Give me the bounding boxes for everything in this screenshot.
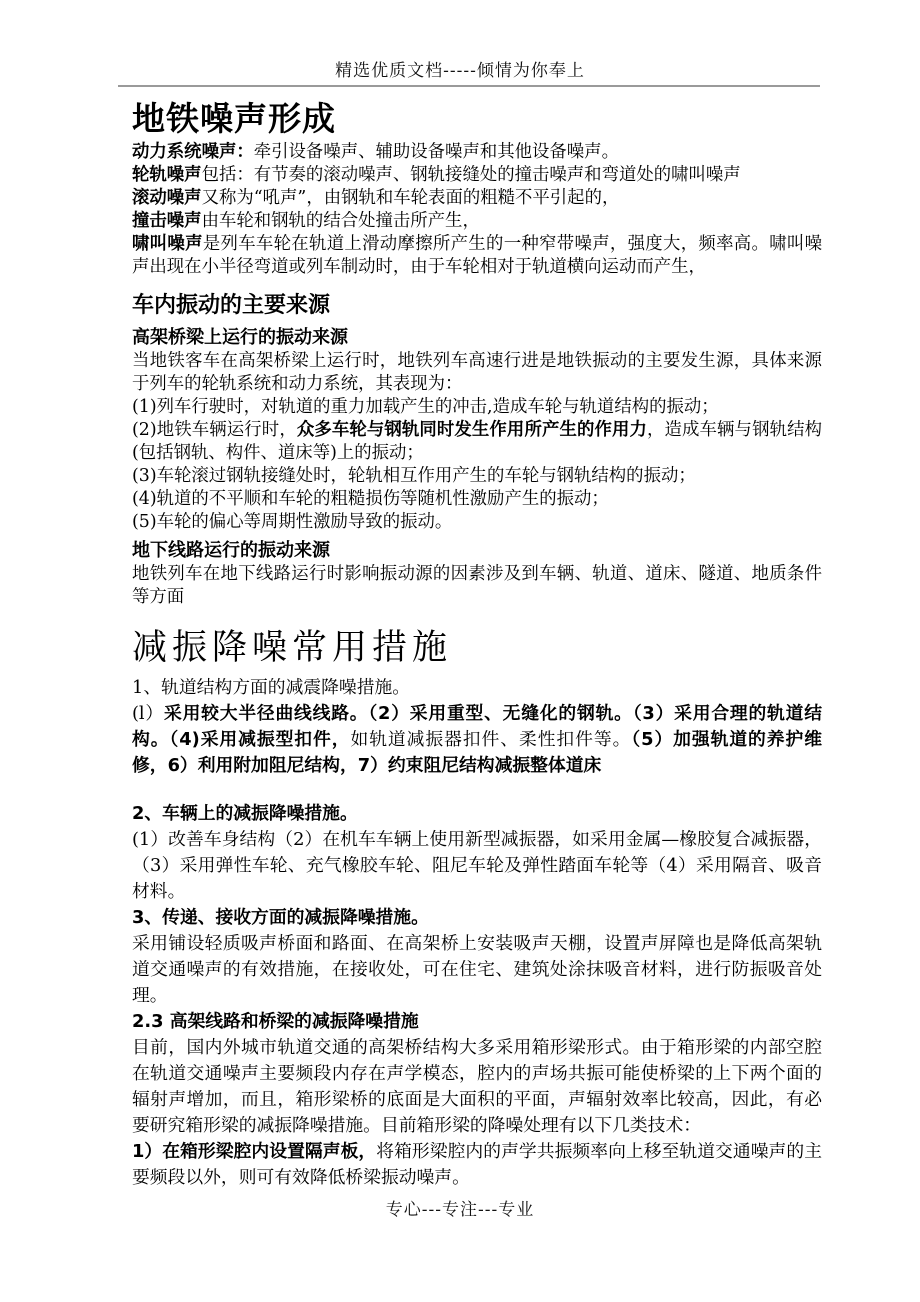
- text-run: (3)车轮滚过钢轨接缝处时，轮轨相互作用产生的车轮与钢轨结构的振动；: [132, 466, 696, 486]
- paragraph: [132, 931, 822, 1009]
- blank-line: [132, 779, 822, 801]
- paragraph: [132, 210, 822, 233]
- paragraph: [132, 350, 822, 396]
- bold-text-run: 1）在箱形梁腔内设置隔声板，: [132, 1141, 377, 1162]
- paragraph: [132, 465, 822, 488]
- paragraph: [132, 905, 822, 931]
- bold-text-run: 撞击噪声: [132, 211, 202, 231]
- bold-text-run: 2.3 高架线路和桥梁的减振降噪措施: [132, 1011, 419, 1032]
- bold-text-run: 3、传递、接收方面的减振降噪措施。: [132, 907, 429, 928]
- text-run: 由车轮和钢轨的结合处撞击所产生，: [201, 211, 480, 231]
- paragraph: [132, 141, 822, 164]
- bold-text-run: 高架桥梁上运行的振动来源: [132, 327, 348, 348]
- subheading-viaduct-vibration: [132, 325, 822, 350]
- page-header: [0, 0, 920, 87]
- doc-title-noise-formation: [132, 97, 822, 141]
- text-run: 采用铺设轻质吸声桥面和路面、在高架桥上安装吸声天棚，设置声屏障也是降低高架轨道交通噪声的有效措施，在接收处，可在住宅、建筑处涂抹吸音材料，进行防振吸音处理。: [132, 933, 822, 1006]
- bold-text-run: 地铁噪声形成: [132, 99, 336, 138]
- bold-text-run: 2、车辆上的减振降噪措施。: [132, 803, 358, 824]
- bold-text-run: （5）加强轨道的养护维修，6）利用附加阻尼结构，7）约束阻尼结构减振整体道床: [132, 729, 822, 776]
- bold-text-run: 采用较大半径曲线线路。（2）采用重型、无缝化的钢轨。（3）采用合理的轨道结构。（4)采用减振型扣件，: [132, 703, 822, 750]
- paragraph: [132, 164, 822, 187]
- bold-text-run: 车内振动的主要来源: [132, 293, 331, 318]
- text-run: 目前，国内外城市轨道交通的高架桥结构大多采用箱形梁形式。由于箱形梁的内部空腔在轨道交通噪声主要频段内存在声学模态，腔内的声场共振可能使桥梁的上下两个面的辐射声增加，而且，箱形梁桥的底面是大面积的平面，声辐射效率比较高，因此，有必要研究箱形梁的减振降噪措施。目前箱形梁的降噪处理有以下几类技术：: [132, 1037, 822, 1136]
- header-text: 精选优质文档-----倾情为你奉上: [335, 61, 585, 81]
- text-run: (4)轨道的不平顺和车轮的粗糙损伤等随机性激励产生的振动；: [132, 489, 609, 509]
- text-run: 如轨道减振器扣件、柔性扣件等。: [350, 729, 632, 750]
- text-run: ，造成车辆与钢轨结构(包括钢轨、构件、道床等)上的振动；: [132, 420, 822, 463]
- paragraph: [132, 827, 822, 905]
- paragraph: [132, 187, 822, 210]
- heading-cabin-vibration-sources: [132, 291, 822, 321]
- doc-title-mitigation-measures: [132, 625, 822, 671]
- text-run: 又称为“吼声”，由钢轨和车轮表面的粗糙不平引起的，: [201, 188, 620, 208]
- paragraph: [132, 233, 822, 279]
- paragraph: [132, 1139, 822, 1191]
- text-run: (l）: [132, 703, 164, 724]
- paragraph: [132, 419, 822, 465]
- text-run: 地铁列车在地下线路运行时影响振动源的因素涉及到车辆、轨道、道床、隧道、地质条件等方面: [132, 564, 822, 607]
- paragraph: [132, 563, 822, 609]
- paragraph: [132, 675, 822, 701]
- bold-text-run: 众多车轮与钢轨同时发生作用所产生的作用力: [296, 420, 648, 440]
- text-run: (5)车轮的偏心等周期性激励导致的振动。: [132, 512, 453, 532]
- subheading-underground-vibration: [132, 538, 822, 563]
- text-run: 牵引设备噪声、辅助设备噪声和其他设备噪声。: [253, 142, 619, 162]
- text-run: 将箱形梁腔内的声学共振频率向上移至轨道交通噪声的主要频段以外，则可有效降低桥梁振动噪声。: [132, 1141, 822, 1188]
- text-run: 1、轨道结构方面的减震降噪措施。: [132, 677, 411, 698]
- bold-text-run: 轮轨噪声: [132, 165, 202, 185]
- document-body: [132, 97, 822, 1191]
- paragraph: [132, 1009, 822, 1035]
- bold-text-run: 地下线路运行的振动来源: [132, 540, 330, 561]
- text-run: (1)列车行驶时，对轨道的重力加载产生的冲击,造成车轮与轨道结构的振动；: [132, 397, 719, 417]
- bold-text-run: 动力系统噪声：: [132, 142, 254, 162]
- paragraph: [132, 801, 822, 827]
- header-rule: [118, 85, 820, 87]
- bold-text-run: 滚动噪声: [132, 188, 202, 208]
- text-run: 当地铁客车在高架桥梁上运行时，地铁列车高速行进是地铁振动的主要发生源，具体来源于列车的轮轨系统和动力系统，其表现为：: [132, 351, 822, 394]
- bold-text-run: 啸叫噪声: [132, 234, 203, 254]
- text-run: (1）改善车身结构（2）在机车车辆上使用新型减振器，如采用金属—橡胶复合减振器，（3）采用弹性车轮、充气橡胶车轮、阻尼车轮及弹性踏面车轮等（4）采用隔音、吸音材料。: [132, 829, 822, 902]
- text-run: (2)地铁车辆运行时，: [132, 420, 297, 440]
- text-run: 包括：有节奏的滚动噪声、钢轨接缝处的撞击噪声和弯道处的啸叫噪声: [201, 165, 741, 185]
- footer-text: 专心---专注---专业: [385, 1200, 535, 1220]
- text-run: 是列车车轮在轨道上滑动摩擦所产生的一种窄带噪声，强度大，频率高。啸叫噪声出现在小半径弯道或列车制动时，由于车轮相对于轨道横向运动而产生，: [132, 234, 822, 277]
- page-footer: [0, 1195, 920, 1220]
- paragraph: [132, 511, 822, 534]
- text-run: 减振降噪常用措施: [132, 628, 453, 668]
- paragraph: [132, 701, 822, 779]
- paragraph: [132, 488, 822, 511]
- paragraph: [132, 396, 822, 419]
- paragraph: [132, 1035, 822, 1139]
